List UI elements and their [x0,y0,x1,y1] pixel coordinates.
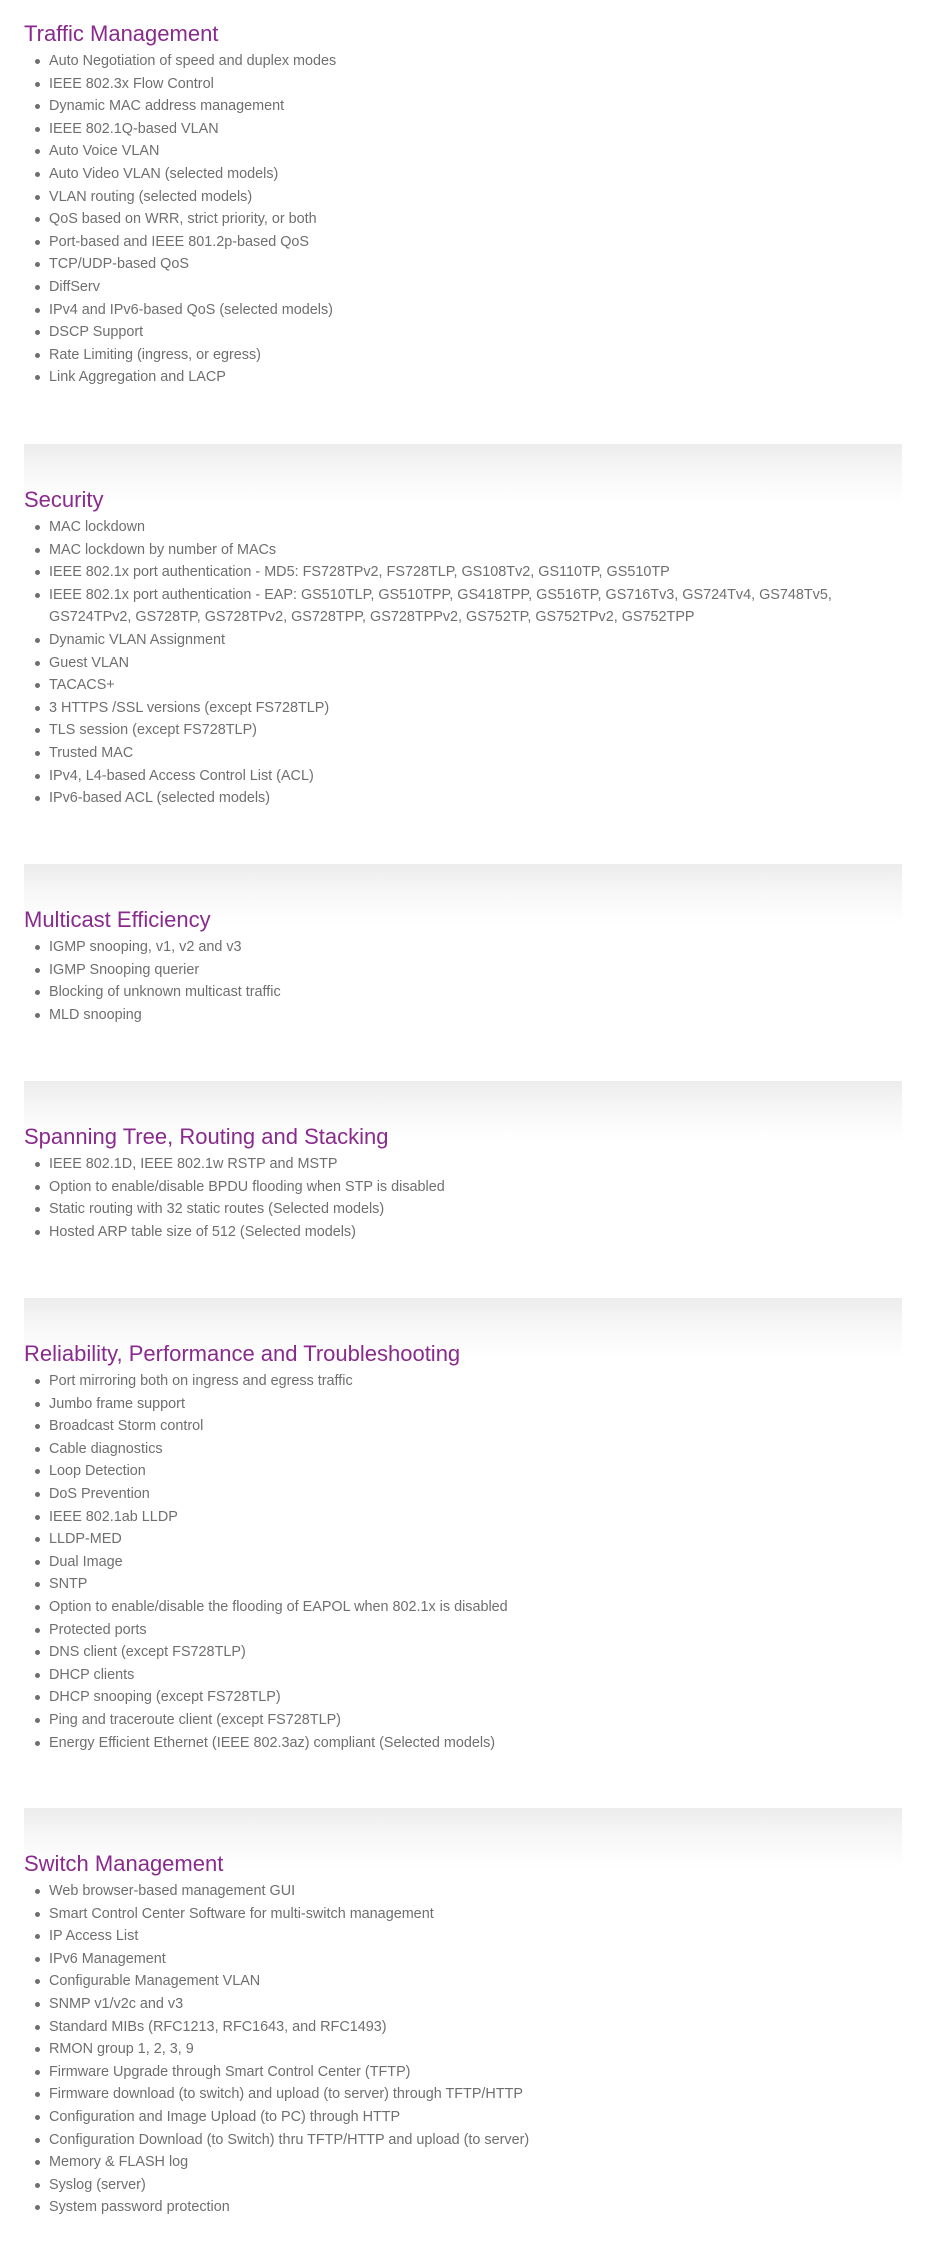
list-item: TACACS+ [49,674,902,697]
list-item: MAC lockdown by number of MACs [49,539,902,562]
list-item: IGMP Snooping querier [49,959,902,982]
feature-list [24,936,902,1026]
list-item: IPv6 Management [49,1948,902,1971]
section-security [24,444,902,810]
list-item: Dual Image [49,1551,902,1574]
list-item: Smart Control Center Software for multi-switch management [49,1903,902,1926]
list-item: MLD snooping [49,1004,902,1027]
list-item: Jumbo frame support [49,1393,902,1416]
list-item: Memory & FLASH log [49,2151,902,2174]
list-item: Firmware download (to switch) and upload (to server) through TFTP/HTTP [49,2083,902,2106]
section-switch-management [24,1808,902,2219]
list-item: IEEE 802.3x Flow Control [49,73,902,96]
list-item: System password protection [49,2196,902,2219]
list-item: Syslog (server) [49,2174,902,2197]
list-item: IPv4 and IPv6-based QoS (selected models) [49,299,902,322]
list-item: Port-based and IEEE 801.2p-based QoS [49,231,902,254]
list-item: Dynamic MAC address management [49,95,902,118]
feature-list [24,516,902,810]
section-title: Multicast Efficiency [24,907,211,932]
list-item: RMON group 1, 2, 3, 9 [49,2038,902,2061]
section-title: Security [24,487,104,512]
list-item: Auto Voice VLAN [49,140,902,163]
section-traffic-management [24,20,902,389]
list-item: Configuration and Image Upload (to PC) through HTTP [49,2106,902,2129]
list-item: DHCP snooping (except FS728TLP) [49,1686,902,1709]
section-multicast-efficiency [24,864,902,1026]
section-spanning-tree-routing-stacking [24,1081,902,1243]
list-item: Blocking of unknown multicast traffic [49,981,902,1004]
list-item: SNMP v1/v2c and v3 [49,1993,902,2016]
list-item: DiffServ [49,276,902,299]
list-item: VLAN routing (selected models) [49,186,902,209]
list-item: Cable diagnostics [49,1438,902,1461]
list-item: MAC lockdown [49,516,902,539]
list-item: IGMP snooping, v1, v2 and v3 [49,936,902,959]
list-item: 3 HTTPS /SSL versions (except FS728TLP) [49,697,902,720]
list-item: TCP/UDP-based QoS [49,253,902,276]
list-item: Configurable Management VLAN [49,1970,902,1993]
section-reliability-performance-troubleshooting [24,1298,902,1754]
list-item: Trusted MAC [49,742,902,765]
list-item: Auto Negotiation of speed and duplex modes [49,50,902,73]
list-item: IPv6-based ACL (selected models) [49,787,902,810]
list-item: Rate Limiting (ingress, or egress) [49,344,902,367]
list-item: Option to enable/disable BPDU flooding when STP is disabled [49,1176,902,1199]
list-item: IEEE 802.1ab LLDP [49,1506,902,1529]
list-item: TLS session (except FS728TLP) [49,719,902,742]
list-item: Protected ports [49,1619,902,1642]
list-item: Hosted ARP table size of 512 (Selected models) [49,1221,902,1244]
section-title: Spanning Tree, Routing and Stacking [24,1124,389,1149]
list-item: Firmware Upgrade through Smart Control Center (TFTP) [49,2061,902,2084]
list-item: IEEE 802.1x port authentication - EAP: GS510TLP, GS510TPP, GS418TPP, GS516TP, GS716Tv3, GS724Tv4, GS748Tv5, GS724TPv2, GS728TP, GS728TPv2, GS728TPP, GS728TPPv2, GS752TP, GS752TPv2, GS752TPP [49,584,902,629]
list-item: LLDP-MED [49,1528,902,1551]
list-item: Port mirroring both on ingress and egress traffic [49,1370,902,1393]
list-item: SNTP [49,1573,902,1596]
list-item: DNS client (except FS728TLP) [49,1641,902,1664]
list-item: Ping and traceroute client (except FS728TLP) [49,1709,902,1732]
list-item: Static routing with 32 static routes (Selected models) [49,1198,902,1221]
list-item: Dynamic VLAN Assignment [49,629,902,652]
section-title: Reliability, Performance and Troubleshooting [24,1341,461,1366]
list-item: DoS Prevention [49,1483,902,1506]
list-item: Guest VLAN [49,652,902,675]
list-item: IEEE 802.1x port authentication - MD5: FS728TPv2, FS728TLP, GS108Tv2, GS110TP, GS510TP [49,561,902,584]
section-title: Traffic Management [24,21,219,46]
list-item: Configuration Download (to Switch) thru TFTP/HTTP and upload (to server) [49,2129,902,2152]
list-item: IPv4, L4-based Access Control List (ACL) [49,765,902,788]
list-item: Web browser-based management GUI [49,1880,902,1903]
list-item: IP Access List [49,1925,902,1948]
section-title: Switch Management [24,1851,224,1876]
list-item: Option to enable/disable the flooding of EAPOL when 802.1x is disabled [49,1596,902,1619]
list-item: Link Aggregation and LACP [49,366,902,389]
list-item: Auto Video VLAN (selected models) [49,163,902,186]
list-item: Energy Efficient Ethernet (IEEE 802.3az) compliant (Selected models) [49,1732,902,1755]
list-item: Loop Detection [49,1460,902,1483]
list-item: DSCP Support [49,321,902,344]
feature-list [24,1880,902,2219]
feature-list [24,1370,902,1754]
list-item: DHCP clients [49,1664,902,1687]
list-item: IEEE 802.1Q-based VLAN [49,118,902,141]
list-item: QoS based on WRR, strict priority, or both [49,208,902,231]
list-item: Broadcast Storm control [49,1415,902,1438]
feature-list [24,1153,902,1243]
feature-list [24,50,902,389]
list-item: IEEE 802.1D, IEEE 802.1w RSTP and MSTP [49,1153,902,1176]
list-item: Standard MIBs (RFC1213, RFC1643, and RFC1493) [49,2016,902,2039]
